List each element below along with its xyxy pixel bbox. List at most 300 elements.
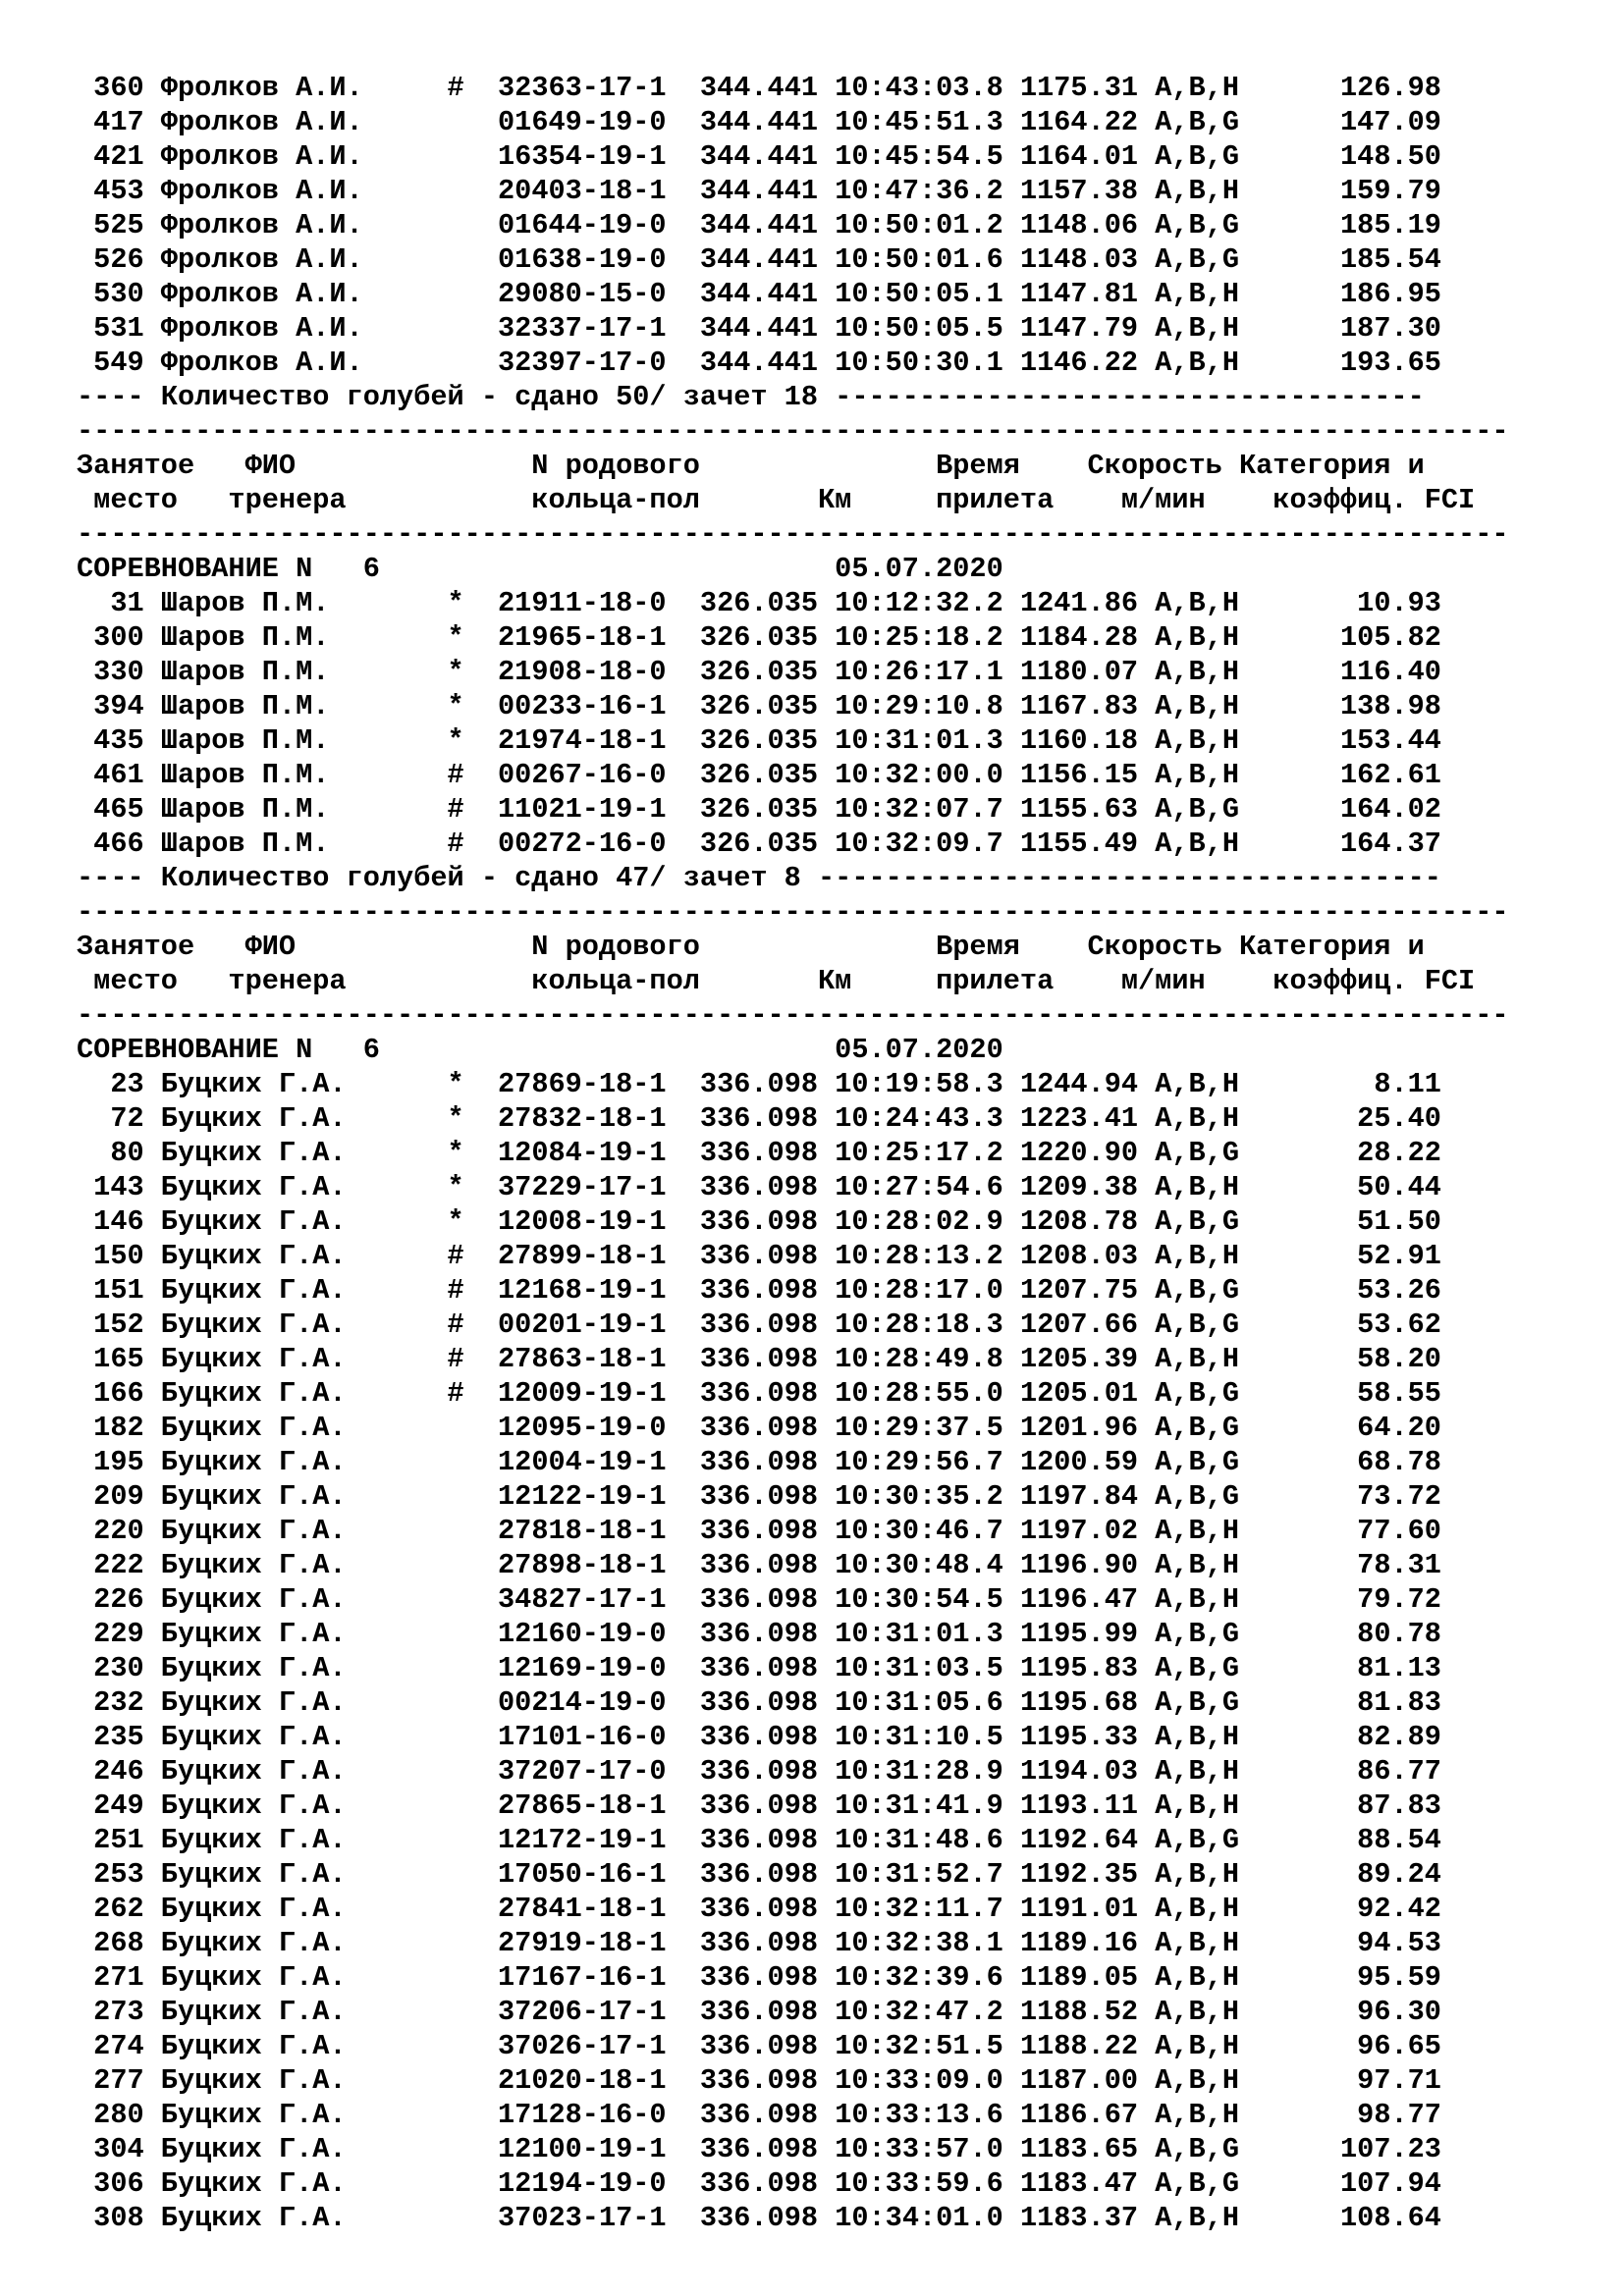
arrival-time-cell: 10:50:05.1 bbox=[835, 278, 1020, 310]
place-cell: 274 bbox=[77, 2030, 161, 2062]
distance-cell: 336.098 bbox=[699, 1583, 836, 1616]
fci-coefficient-cell: 53.26 bbox=[1256, 1274, 1441, 1307]
distance-cell: 326.035 bbox=[699, 656, 836, 688]
fancier-name-cell: Фролков А.И. bbox=[160, 278, 448, 310]
fci-coefficient-cell: 94.53 bbox=[1256, 1927, 1441, 1959]
distance-cell: 336.098 bbox=[699, 1343, 836, 1375]
place-cell: 220 bbox=[77, 1515, 161, 1547]
distance-cell: 344.441 bbox=[699, 106, 836, 138]
distance-cell: 336.098 bbox=[699, 1824, 836, 1856]
distance-cell: 344.441 bbox=[699, 72, 836, 104]
place-cell: 151 bbox=[77, 1274, 161, 1307]
fancier-name-cell: Шаров П.М. bbox=[160, 656, 448, 688]
place-cell: 525 bbox=[77, 209, 161, 241]
place-cell: 253 bbox=[77, 1858, 161, 1891]
arrival-time-cell: 10:30:46.7 bbox=[835, 1515, 1020, 1547]
fci-coefficient-cell: 68.78 bbox=[1256, 1446, 1441, 1478]
mark-cell bbox=[448, 243, 498, 276]
mark-cell bbox=[448, 209, 498, 241]
arrival-time-cell: 10:32:38.1 bbox=[835, 1927, 1020, 1959]
result-row bbox=[77, 1411, 1509, 1445]
fci-coefficient-cell: 50.44 bbox=[1256, 1171, 1441, 1203]
distance-cell: 336.098 bbox=[699, 2099, 836, 2131]
arrival-time-cell: 10:45:54.5 bbox=[835, 140, 1020, 173]
mark-cell: * bbox=[447, 1205, 498, 1238]
mark-cell: # bbox=[447, 1377, 498, 1410]
result-row bbox=[77, 1273, 1509, 1308]
distance-cell: 344.441 bbox=[699, 312, 836, 345]
fancier-name-cell: Буцких Г.А. bbox=[160, 1480, 448, 1513]
category-cell: A,B,H bbox=[1155, 1515, 1257, 1547]
arrival-time-cell: 10:43:03.8 bbox=[835, 72, 1020, 104]
separator-line: ------------------------------------------------------------------------------------- bbox=[77, 518, 1509, 551]
distance-cell: 336.098 bbox=[699, 1652, 836, 1684]
arrival-time-cell: 10:32:00.0 bbox=[835, 759, 1020, 791]
arrival-time-cell: 10:28:02.9 bbox=[835, 1205, 1020, 1238]
distance-cell: 336.098 bbox=[699, 2064, 836, 2097]
competition-heading: СОРЕВНОВАНИЕ N 6 05.07.2020 bbox=[77, 553, 1003, 585]
arrival-time-cell: 10:50:01.2 bbox=[835, 209, 1020, 241]
result-row bbox=[77, 792, 1509, 827]
speed-cell: 1193.11 bbox=[1019, 1789, 1156, 1822]
result-row bbox=[77, 1720, 1509, 1754]
result-row bbox=[77, 1376, 1509, 1411]
place-cell: 549 bbox=[77, 347, 161, 379]
place-cell: 273 bbox=[77, 1996, 161, 2028]
mark-cell bbox=[448, 1583, 498, 1616]
category-cell: A,B,H bbox=[1155, 1927, 1257, 1959]
distance-cell: 336.098 bbox=[699, 1480, 836, 1513]
result-row bbox=[77, 827, 1509, 861]
ring-cell: 12172-19-1 bbox=[498, 1824, 700, 1856]
result-row bbox=[77, 1342, 1509, 1376]
place-cell: 152 bbox=[77, 1308, 161, 1341]
fancier-name-cell: Буцких Г.А. bbox=[160, 1308, 448, 1341]
arrival-time-cell: 10:19:58.3 bbox=[835, 1068, 1020, 1100]
speed-cell: 1209.38 bbox=[1019, 1171, 1156, 1203]
speed-cell: 1201.96 bbox=[1019, 1412, 1156, 1444]
distance-cell: 326.035 bbox=[699, 828, 836, 860]
fancier-name-cell: Фролков А.И. bbox=[160, 347, 448, 379]
fci-coefficient-cell: 82.89 bbox=[1256, 1721, 1441, 1753]
category-cell: A,B,H bbox=[1155, 347, 1257, 379]
mark-cell bbox=[448, 1996, 498, 2028]
ring-cell: 37026-17-1 bbox=[498, 2030, 700, 2062]
distance-cell: 344.441 bbox=[699, 209, 836, 241]
arrival-time-cell: 10:50:05.5 bbox=[835, 312, 1020, 345]
mark-cell bbox=[448, 1686, 498, 1719]
distance-cell: 336.098 bbox=[699, 2030, 836, 2062]
result-row bbox=[77, 689, 1509, 723]
place-cell: 466 bbox=[77, 828, 161, 860]
distance-cell: 336.098 bbox=[699, 1274, 836, 1307]
fancier-name-cell: Фролков А.И. bbox=[160, 140, 448, 173]
fci-coefficient-cell: 88.54 bbox=[1256, 1824, 1441, 1856]
ring-cell: 12095-19-0 bbox=[498, 1412, 700, 1444]
fci-coefficient-cell: 116.40 bbox=[1256, 656, 1441, 688]
speed-cell: 1195.68 bbox=[1019, 1686, 1156, 1719]
mark-cell bbox=[448, 1858, 498, 1891]
place-cell: 394 bbox=[77, 690, 161, 722]
ring-cell: 20403-18-1 bbox=[498, 175, 700, 207]
category-cell: A,B,H bbox=[1155, 828, 1257, 860]
fancier-name-cell: Фролков А.И. bbox=[160, 312, 448, 345]
speed-cell: 1191.01 bbox=[1019, 1893, 1156, 1925]
ring-cell: 00201-19-1 bbox=[498, 1308, 700, 1341]
speed-cell: 1164.22 bbox=[1019, 106, 1156, 138]
distance-cell: 336.098 bbox=[699, 1137, 836, 1169]
ring-cell: 37206-17-1 bbox=[498, 1996, 700, 2028]
place-cell: 232 bbox=[77, 1686, 161, 1719]
ring-cell: 12009-19-1 bbox=[498, 1377, 700, 1410]
mark-cell bbox=[448, 140, 498, 173]
arrival-time-cell: 10:28:18.3 bbox=[835, 1308, 1020, 1341]
mark-cell bbox=[448, 1549, 498, 1581]
speed-cell: 1188.52 bbox=[1019, 1996, 1156, 2028]
ring-cell: 01644-19-0 bbox=[498, 209, 700, 241]
fci-coefficient-cell: 89.24 bbox=[1256, 1858, 1441, 1891]
speed-cell: 1157.38 bbox=[1019, 175, 1156, 207]
result-row bbox=[77, 1857, 1509, 1892]
speed-cell: 1192.35 bbox=[1019, 1858, 1156, 1891]
result-row bbox=[77, 2166, 1509, 2201]
ring-cell: 00272-16-0 bbox=[498, 828, 700, 860]
category-cell: A,B,G bbox=[1155, 1377, 1257, 1410]
arrival-time-cell: 10:33:57.0 bbox=[835, 2133, 1020, 2165]
fancier-name-cell: Буцких Г.А. bbox=[160, 1652, 448, 1684]
category-cell: A,B,H bbox=[1155, 724, 1257, 757]
arrival-time-cell: 10:34:01.0 bbox=[835, 2202, 1020, 2234]
speed-cell: 1147.81 bbox=[1019, 278, 1156, 310]
category-cell: A,B,G bbox=[1155, 243, 1257, 276]
category-cell: A,B,H bbox=[1155, 1068, 1257, 1100]
ring-cell: 17167-16-1 bbox=[498, 1961, 700, 1994]
category-cell: A,B,G bbox=[1155, 1446, 1257, 1478]
result-row bbox=[77, 1308, 1509, 1342]
arrival-time-cell: 10:24:43.3 bbox=[835, 1102, 1020, 1135]
arrival-time-cell: 10:28:17.0 bbox=[835, 1274, 1020, 1307]
mark-cell: * bbox=[447, 621, 498, 654]
category-cell: A,B,H bbox=[1155, 1240, 1257, 1272]
place-cell: 251 bbox=[77, 1824, 161, 1856]
fci-coefficient-cell: 28.22 bbox=[1256, 1137, 1441, 1169]
result-row bbox=[77, 1101, 1509, 1136]
result-row bbox=[77, 277, 1509, 311]
ring-cell: 32397-17-0 bbox=[498, 347, 700, 379]
result-row bbox=[77, 2201, 1509, 2235]
speed-cell: 1184.28 bbox=[1019, 621, 1156, 654]
mark-cell bbox=[448, 106, 498, 138]
speed-cell: 1205.39 bbox=[1019, 1343, 1156, 1375]
place-cell: 146 bbox=[77, 1205, 161, 1238]
arrival-time-cell: 10:32:47.2 bbox=[835, 1996, 1020, 2028]
result-row bbox=[77, 655, 1509, 689]
fancier-name-cell: Буцких Г.А. bbox=[160, 2030, 448, 2062]
ring-cell: 37229-17-1 bbox=[498, 1171, 700, 1203]
distance-cell: 336.098 bbox=[699, 1755, 836, 1788]
place-cell: 421 bbox=[77, 140, 161, 173]
place-cell: 304 bbox=[77, 2133, 161, 2165]
fci-coefficient-cell: 8.11 bbox=[1256, 1068, 1441, 1100]
speed-cell: 1155.49 bbox=[1019, 828, 1156, 860]
place-cell: 246 bbox=[77, 1755, 161, 1788]
speed-cell: 1164.01 bbox=[1019, 140, 1156, 173]
column-header-line-1: Занятое ФИО N родового Время Скорость Категория и bbox=[77, 450, 1425, 482]
speed-cell: 1207.66 bbox=[1019, 1308, 1156, 1341]
arrival-time-cell: 10:29:37.5 bbox=[835, 1412, 1020, 1444]
result-row bbox=[77, 1239, 1509, 1273]
category-cell: A,B,H bbox=[1155, 72, 1257, 104]
ring-cell: 37023-17-1 bbox=[498, 2202, 700, 2234]
fancier-name-cell: Буцких Г.А. bbox=[160, 2202, 448, 2234]
fci-coefficient-cell: 86.77 bbox=[1256, 1755, 1441, 1788]
result-row bbox=[77, 1170, 1509, 1204]
ring-cell: 27899-18-1 bbox=[498, 1240, 700, 1272]
speed-cell: 1180.07 bbox=[1019, 656, 1156, 688]
fancier-name-cell: Шаров П.М. bbox=[160, 793, 448, 826]
fancier-name-cell: Буцких Г.А. bbox=[160, 1549, 448, 1581]
speed-cell: 1223.41 bbox=[1019, 1102, 1156, 1135]
mark-cell bbox=[448, 2202, 498, 2234]
place-cell: 166 bbox=[77, 1377, 161, 1410]
mark-cell: # bbox=[447, 793, 498, 826]
result-row bbox=[77, 2098, 1509, 2132]
ring-cell: 27869-18-1 bbox=[498, 1068, 700, 1100]
arrival-time-cell: 10:25:18.2 bbox=[835, 621, 1020, 654]
category-cell: A,B,H bbox=[1155, 621, 1257, 654]
category-cell: A,B,G bbox=[1155, 1618, 1257, 1650]
category-cell: A,B,H bbox=[1155, 1858, 1257, 1891]
mark-cell bbox=[448, 1961, 498, 1994]
distance-cell: 336.098 bbox=[699, 1858, 836, 1891]
separator-line: ------------------------------------------------------------------------------------- bbox=[77, 415, 1509, 448]
arrival-time-cell: 10:28:55.0 bbox=[835, 1377, 1020, 1410]
mark-cell bbox=[448, 1824, 498, 1856]
distance-cell: 344.441 bbox=[699, 347, 836, 379]
result-row bbox=[77, 71, 1509, 105]
arrival-time-cell: 10:47:36.2 bbox=[835, 175, 1020, 207]
ring-cell: 37207-17-0 bbox=[498, 1755, 700, 1788]
speed-cell: 1148.03 bbox=[1019, 243, 1156, 276]
fci-coefficient-cell: 96.30 bbox=[1256, 1996, 1441, 2028]
ring-cell: 01638-19-0 bbox=[498, 243, 700, 276]
column-header-line-2: место тренера кольца-пол Км прилета м/мин коэффиц. FCI bbox=[77, 965, 1476, 997]
category-cell: A,B,H bbox=[1155, 278, 1257, 310]
ring-cell: 29080-15-0 bbox=[498, 278, 700, 310]
fancier-name-cell: Буцких Г.А. bbox=[160, 1789, 448, 1822]
arrival-time-cell: 10:32:09.7 bbox=[835, 828, 1020, 860]
ring-cell: 12100-19-1 bbox=[498, 2133, 700, 2165]
fci-coefficient-cell: 81.83 bbox=[1256, 1686, 1441, 1719]
fci-coefficient-cell: 97.71 bbox=[1256, 2064, 1441, 2097]
speed-cell: 1241.86 bbox=[1019, 587, 1156, 619]
mark-cell bbox=[448, 278, 498, 310]
fancier-name-cell: Буцких Г.А. bbox=[160, 2064, 448, 2097]
fci-coefficient-cell: 58.55 bbox=[1256, 1377, 1441, 1410]
fci-coefficient-cell: 79.72 bbox=[1256, 1583, 1441, 1616]
category-cell: A,B,H bbox=[1155, 1755, 1257, 1788]
distance-cell: 344.441 bbox=[699, 175, 836, 207]
ring-cell: 27832-18-1 bbox=[498, 1102, 700, 1135]
place-cell: 435 bbox=[77, 724, 161, 757]
ring-cell: 21020-18-1 bbox=[498, 2064, 700, 2097]
ring-cell: 21911-18-0 bbox=[498, 587, 700, 619]
category-cell: A,B,H bbox=[1155, 2099, 1257, 2131]
mark-cell: # bbox=[447, 828, 498, 860]
speed-cell: 1197.84 bbox=[1019, 1480, 1156, 1513]
fancier-name-cell: Буцких Г.А. bbox=[160, 1377, 448, 1410]
fancier-name-cell: Буцких Г.А. bbox=[160, 1618, 448, 1650]
fancier-name-cell: Шаров П.М. bbox=[160, 690, 448, 722]
arrival-time-cell: 10:26:17.1 bbox=[835, 656, 1020, 688]
mark-cell bbox=[448, 2064, 498, 2097]
mark-cell bbox=[448, 2133, 498, 2165]
category-cell: A,B,H bbox=[1155, 1343, 1257, 1375]
fci-coefficient-cell: 78.31 bbox=[1256, 1549, 1441, 1581]
mark-cell: # bbox=[447, 1274, 498, 1307]
mark-cell bbox=[448, 1412, 498, 1444]
mark-cell bbox=[448, 1721, 498, 1753]
speed-cell: 1207.75 bbox=[1019, 1274, 1156, 1307]
place-cell: 23 bbox=[77, 1068, 161, 1100]
category-cell: A,B,G bbox=[1155, 2133, 1257, 2165]
arrival-time-cell: 10:33:13.6 bbox=[835, 2099, 1020, 2131]
fci-coefficient-cell: 96.65 bbox=[1256, 2030, 1441, 2062]
fancier-name-cell: Буцких Г.А. bbox=[160, 1721, 448, 1753]
fancier-name-cell: Буцких Г.А. bbox=[160, 1171, 448, 1203]
category-cell: A,B,G bbox=[1155, 1652, 1257, 1684]
distance-cell: 336.098 bbox=[699, 1996, 836, 2028]
fancier-name-cell: Буцких Г.А. bbox=[160, 1686, 448, 1719]
distance-cell: 336.098 bbox=[699, 1618, 836, 1650]
result-row bbox=[77, 139, 1509, 174]
result-row bbox=[77, 1204, 1509, 1239]
ring-cell: 00233-16-1 bbox=[498, 690, 700, 722]
fci-coefficient-cell: 159.79 bbox=[1256, 175, 1441, 207]
mark-cell: * bbox=[447, 1068, 498, 1100]
arrival-time-cell: 10:31:03.5 bbox=[835, 1652, 1020, 1684]
distance-cell: 336.098 bbox=[699, 1927, 836, 1959]
arrival-time-cell: 10:31:41.9 bbox=[835, 1789, 1020, 1822]
fci-coefficient-cell: 185.19 bbox=[1256, 209, 1441, 241]
arrival-time-cell: 10:32:07.7 bbox=[835, 793, 1020, 826]
mark-cell: # bbox=[447, 1308, 498, 1341]
distance-cell: 326.035 bbox=[699, 621, 836, 654]
fci-coefficient-cell: 64.20 bbox=[1256, 1412, 1441, 1444]
fancier-name-cell: Буцких Г.А. bbox=[160, 1240, 448, 1272]
fci-coefficient-cell: 153.44 bbox=[1256, 724, 1441, 757]
mark-cell bbox=[448, 175, 498, 207]
arrival-time-cell: 10:28:49.8 bbox=[835, 1343, 1020, 1375]
arrival-time-cell: 10:31:01.3 bbox=[835, 1618, 1020, 1650]
place-cell: 330 bbox=[77, 656, 161, 688]
speed-cell: 1195.33 bbox=[1019, 1721, 1156, 1753]
arrival-time-cell: 10:29:56.7 bbox=[835, 1446, 1020, 1478]
distance-cell: 336.098 bbox=[699, 1240, 836, 1272]
result-row bbox=[77, 1582, 1509, 1617]
speed-cell: 1244.94 bbox=[1019, 1068, 1156, 1100]
result-row bbox=[77, 174, 1509, 208]
category-cell: A,B,G bbox=[1155, 1480, 1257, 1513]
fancier-name-cell: Буцких Г.А. bbox=[160, 1343, 448, 1375]
distance-cell: 336.098 bbox=[699, 1893, 836, 1925]
mark-cell bbox=[448, 1446, 498, 1478]
ring-cell: 16354-19-1 bbox=[498, 140, 700, 173]
mark-cell bbox=[448, 312, 498, 345]
mark-cell: # bbox=[447, 72, 498, 104]
distance-cell: 336.098 bbox=[699, 1377, 836, 1410]
category-cell: A,B,H bbox=[1155, 656, 1257, 688]
speed-cell: 1156.15 bbox=[1019, 759, 1156, 791]
fancier-name-cell: Фролков А.И. bbox=[160, 209, 448, 241]
fancier-name-cell: Буцких Г.А. bbox=[160, 2167, 448, 2200]
column-header-line-2: место тренера кольца-пол Км прилета м/мин коэффиц. FCI bbox=[77, 484, 1476, 516]
fci-coefficient-cell: 25.40 bbox=[1256, 1102, 1441, 1135]
result-row bbox=[77, 620, 1509, 655]
mark-cell: # bbox=[447, 1240, 498, 1272]
result-row bbox=[77, 2132, 1509, 2166]
result-row bbox=[77, 208, 1509, 242]
distance-cell: 336.098 bbox=[699, 1789, 836, 1822]
arrival-time-cell: 10:50:01.6 bbox=[835, 243, 1020, 276]
fancier-name-cell: Буцких Г.А. bbox=[160, 1205, 448, 1238]
speed-cell: 1208.03 bbox=[1019, 1240, 1156, 1272]
fci-coefficient-cell: 95.59 bbox=[1256, 1961, 1441, 1994]
speed-cell: 1188.22 bbox=[1019, 2030, 1156, 2062]
fancier-name-cell: Буцких Г.А. bbox=[160, 1996, 448, 2028]
mark-cell bbox=[448, 1652, 498, 1684]
speed-cell: 1196.90 bbox=[1019, 1549, 1156, 1581]
ring-cell: 17101-16-0 bbox=[498, 1721, 700, 1753]
arrival-time-cell: 10:31:52.7 bbox=[835, 1858, 1020, 1891]
fancier-name-cell: Буцких Г.А. bbox=[160, 1755, 448, 1788]
distance-cell: 336.098 bbox=[699, 1549, 836, 1581]
category-cell: A,B,H bbox=[1155, 587, 1257, 619]
result-row bbox=[77, 1823, 1509, 1857]
place-cell: 453 bbox=[77, 175, 161, 207]
fancier-name-cell: Шаров П.М. bbox=[160, 724, 448, 757]
place-cell: 249 bbox=[77, 1789, 161, 1822]
mark-cell: * bbox=[447, 656, 498, 688]
fancier-name-cell: Буцких Г.А. bbox=[160, 1515, 448, 1547]
fci-coefficient-cell: 187.30 bbox=[1256, 312, 1441, 345]
result-row bbox=[77, 1685, 1509, 1720]
arrival-time-cell: 10:32:11.7 bbox=[835, 1893, 1020, 1925]
speed-cell: 1175.31 bbox=[1019, 72, 1156, 104]
result-row bbox=[77, 1651, 1509, 1685]
category-cell: A,B,G bbox=[1155, 1308, 1257, 1341]
result-row bbox=[77, 2029, 1509, 2063]
distance-cell: 344.441 bbox=[699, 243, 836, 276]
fci-coefficient-cell: 52.91 bbox=[1256, 1240, 1441, 1272]
speed-cell: 1148.06 bbox=[1019, 209, 1156, 241]
ring-cell: 27863-18-1 bbox=[498, 1343, 700, 1375]
ring-cell: 34827-17-1 bbox=[498, 1583, 700, 1616]
fancier-name-cell: Шаров П.М. bbox=[160, 759, 448, 791]
ring-cell: 32363-17-1 bbox=[498, 72, 700, 104]
category-cell: A,B,G bbox=[1155, 140, 1257, 173]
place-cell: 195 bbox=[77, 1446, 161, 1478]
fci-coefficient-cell: 105.82 bbox=[1256, 621, 1441, 654]
speed-cell: 1155.63 bbox=[1019, 793, 1156, 826]
fancier-name-cell: Буцких Г.А. bbox=[160, 2099, 448, 2131]
distance-cell: 336.098 bbox=[699, 1686, 836, 1719]
category-cell: A,B,G bbox=[1155, 793, 1257, 826]
speed-cell: 1197.02 bbox=[1019, 1515, 1156, 1547]
arrival-time-cell: 10:30:35.2 bbox=[835, 1480, 1020, 1513]
fancier-name-cell: Буцких Г.А. bbox=[160, 1412, 448, 1444]
speed-cell: 1167.83 bbox=[1019, 690, 1156, 722]
